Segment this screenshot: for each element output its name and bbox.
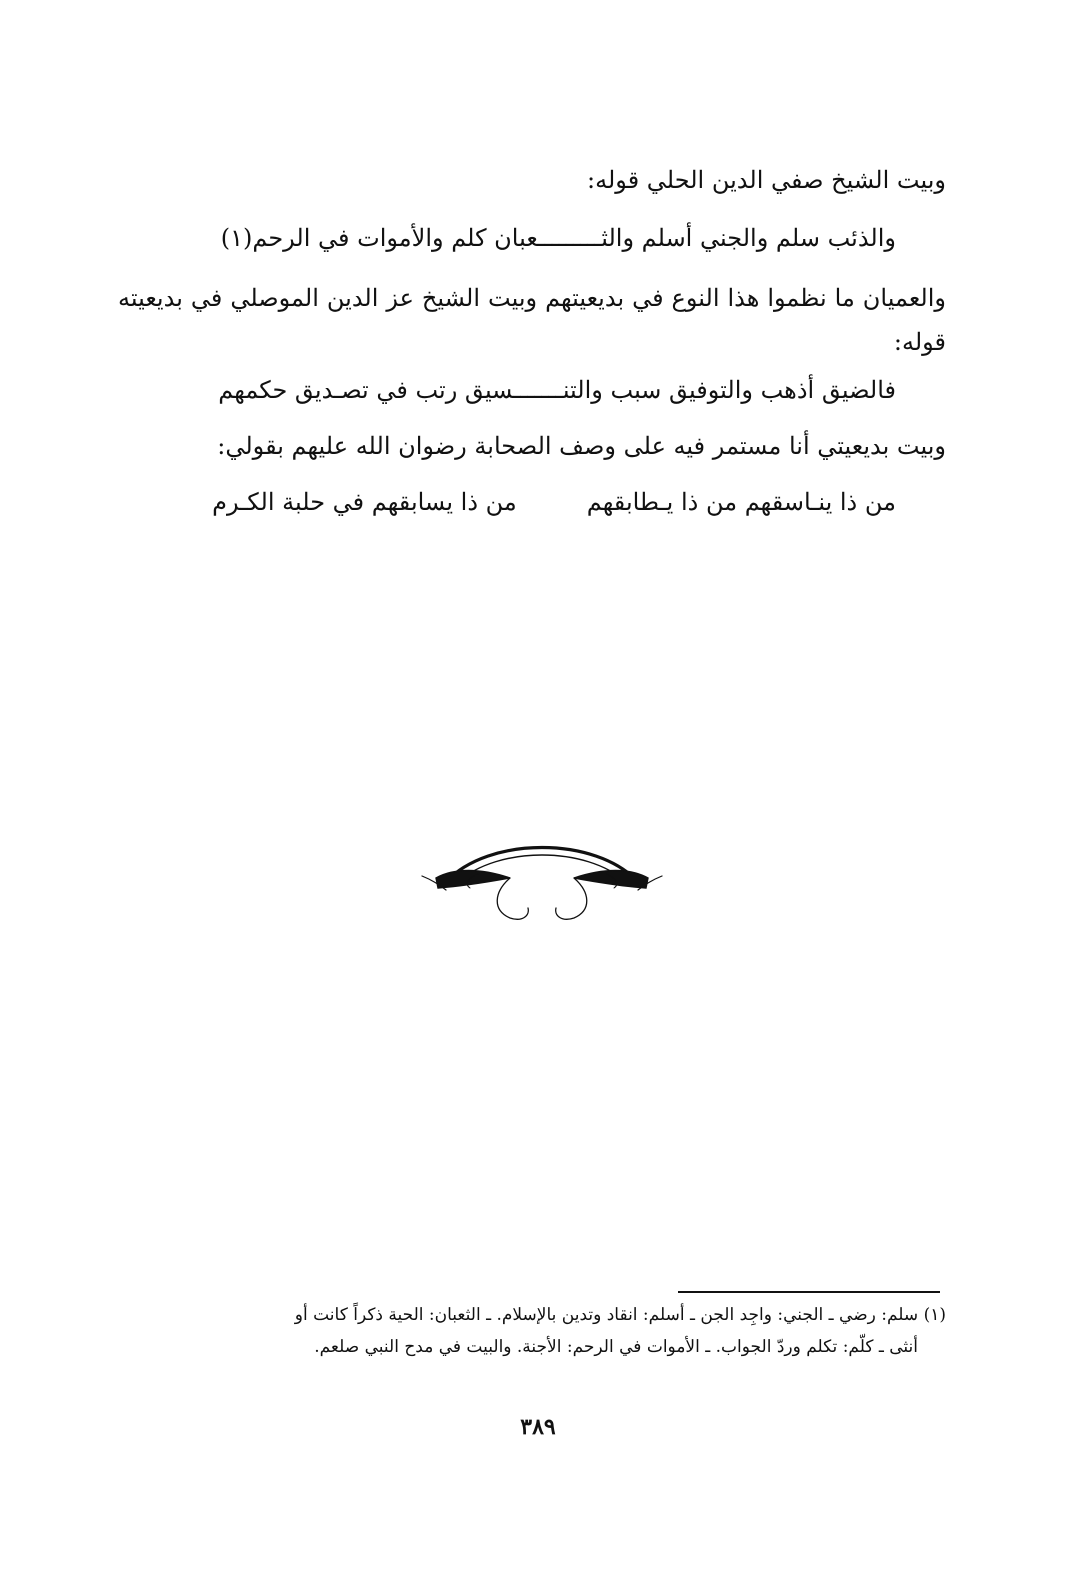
- footnote-line-2: أنثى ـ كلّم: تكلم وردّ الجواب. ـ الأموات في الرحم: الأجنة. والبيت في مدح النبي صلعم.: [314, 1337, 918, 1357]
- footnote-divider: [678, 1291, 940, 1293]
- verse-3-second-half: من ذا يسابقهم في حلبة الكـرم: [212, 488, 517, 516]
- verse-line-3: [212, 484, 896, 520]
- footnote-line-1: (١) سلم: رضي ـ الجني: واجِد الجن ـ أسلم: انقاد وتدين بالإسلام. ـ الثعبان: الحية ذكراً كانت أو: [294, 1305, 946, 1325]
- verse-line-1: والذئب سلم والجني أسلم والثـــــــــعبان كلم والأموات في الرحم(١): [220, 224, 896, 252]
- verse-line-2: فالضيق أذهب والتوفيق سبب والتنـــــــسيق رتب في تصـديق حكمهم: [218, 376, 896, 404]
- ornament-flourish: [418, 838, 666, 924]
- prose-line-1: وبيت الشيخ صفي الدين الحلي قوله:: [587, 166, 946, 194]
- verse-3-first-half: من ذا ينـاسقهم من ذا يـطابقهم: [586, 488, 896, 516]
- prose-line-2: والعميان ما نظموا هذا النوع في بديعيتهم وبيت الشيخ عز الدين الموصلي في بديعيته قوله:: [118, 284, 946, 356]
- prose-line-3: وبيت بديعيتي أنا مستمر فيه على وصف الصحابة رضوان الله عليهم بقولي:: [217, 432, 946, 460]
- page-number: ٣٨٩: [520, 1414, 556, 1440]
